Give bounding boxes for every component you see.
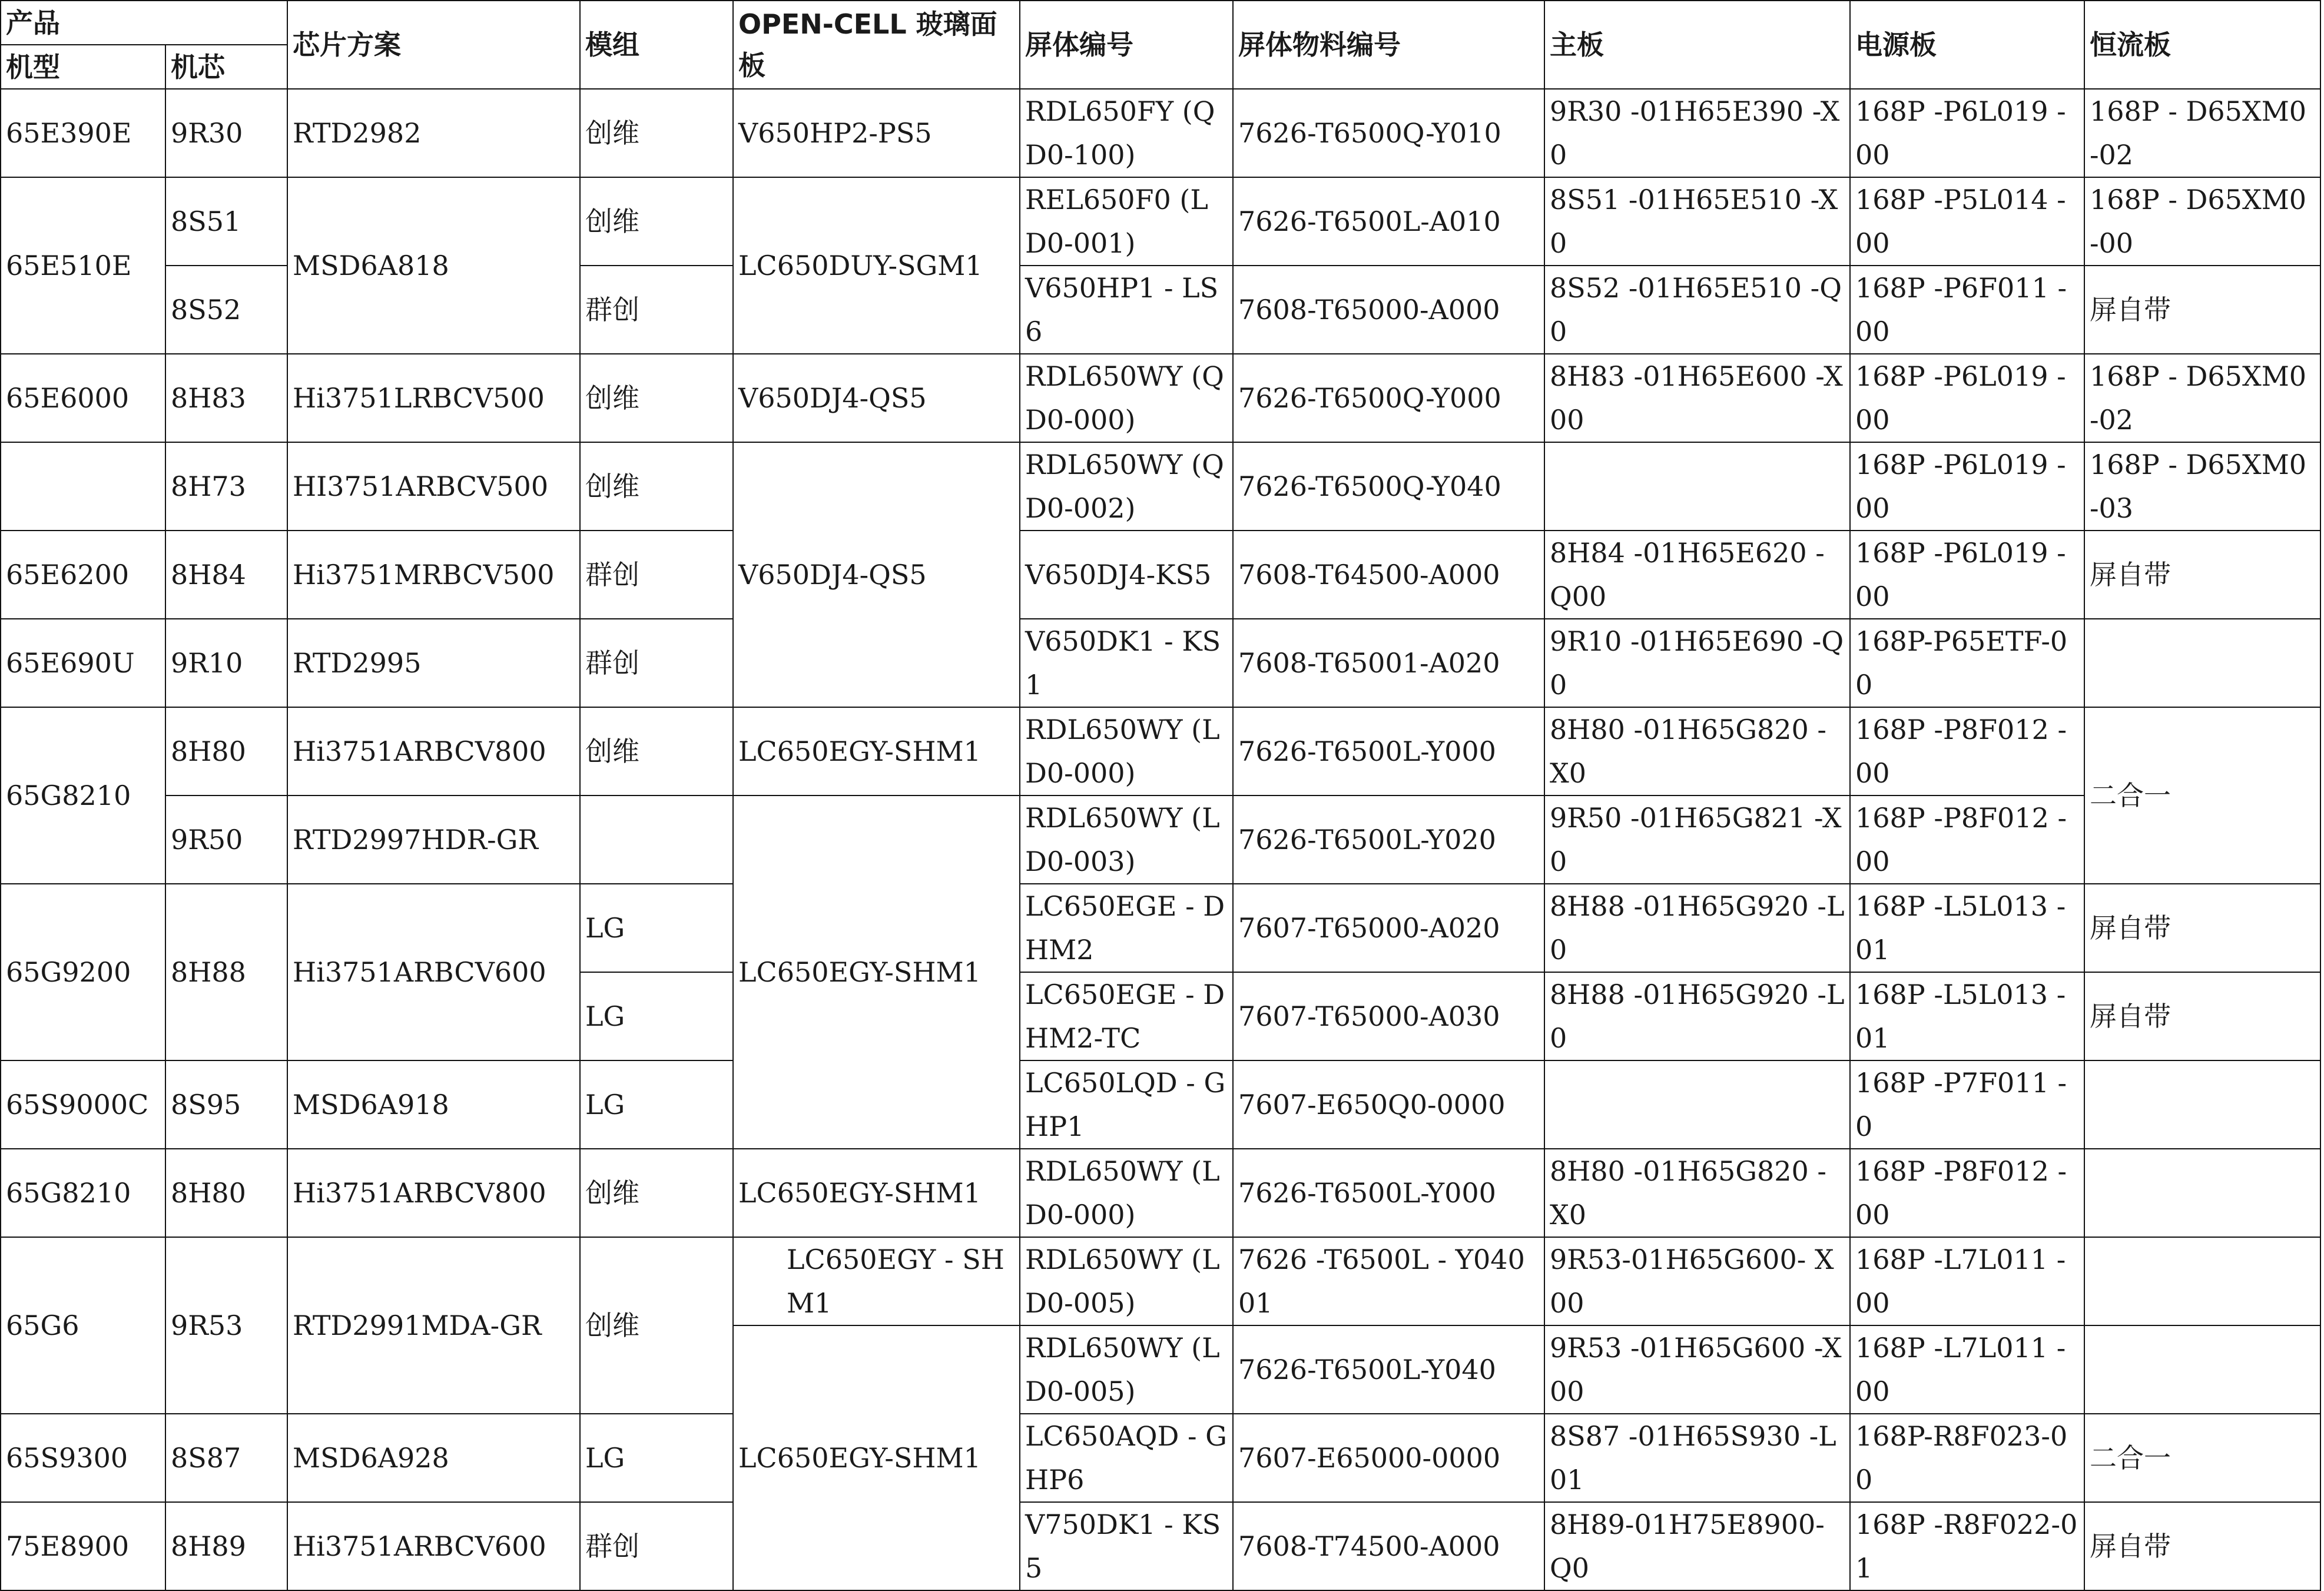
cell-panel-material-no: 7626-T6500L-Y040 [1233,1325,1544,1414]
cell-model: 75E8900 [1,1502,165,1590]
cell-core: 8H80 [165,707,287,795]
cell-power-board: 168P -L5L013 -01 [1850,884,2084,972]
cell-module: 创维 [580,707,733,795]
cell-cc-board: 屏自带 [2084,972,2320,1060]
table-row [1,795,2320,884]
cell-panel-material-no: 7608-T65001-A020 [1233,619,1544,707]
cell-cc-board: 168P - D65XM0-00 [2084,177,2320,266]
cell-open-cell: V650HP2-PS5 [733,89,1020,177]
cell-mainboard: 9R50 -01H65G821 -X0 [1544,795,1850,884]
cell-panel-material-no: 7626 -T6500L - Y04001 [1233,1237,1544,1325]
cell-chip: MSD6A928 [287,1414,580,1502]
cell-mainboard: 8S87 -01H65S930 -L01 [1544,1414,1850,1502]
cell-chip: RTD2982 [287,89,580,177]
cell-module: 群创 [580,1502,733,1590]
cell-mainboard: 8H89-01H75E8900-Q0 [1544,1502,1850,1590]
cell-power-board: 168P -L7L011 -00 [1850,1237,2084,1325]
cell-power-board: 168P -P6L019 -00 [1850,89,2084,177]
cell-open-cell: LC650EGY-SHM1 [733,707,1020,795]
table-row [1,442,2320,531]
cell-panel-material-no: 7607-T65000-A030 [1233,972,1544,1060]
cell-panel-material-no: 7607-T65000-A020 [1233,884,1544,972]
cell-open-cell: LC650EGY-SHM1 [733,795,1020,1149]
cell-core: 8H80 [165,1149,287,1237]
cell-mainboard: 8S51 -01H65E510 -X0 [1544,177,1850,266]
cell-open-cell: LC650EGY-SHM1 [733,1325,1020,1590]
cell-cc-board [2084,1237,2320,1325]
cell-mainboard: 9R53-01H65G600- X00 [1544,1237,1850,1325]
table-row [1,177,2320,266]
table-row [1,89,2320,177]
cell-mainboard [1544,442,1850,531]
cell-power-board: 168P -P8F012 -00 [1850,795,2084,884]
cell-core: 8S95 [165,1060,287,1149]
cell-module: 群创 [580,266,733,354]
cell-cc-board: 屏自带 [2084,1502,2320,1590]
cell-panel-material-no: 7626-T6500L-A010 [1233,177,1544,266]
cell-power-board: 168P -P7F011 -0 [1850,1060,2084,1149]
cell-core: 9R10 [165,619,287,707]
cell-panel-material-no: 7607-E650Q0-0000 [1233,1060,1544,1149]
cell-cc-board [2084,1149,2320,1237]
cell-panel-no: V650DJ4-KS5 [1020,531,1233,619]
cell-panel-no: RDL650WY (LD0-005) [1020,1237,1233,1325]
cell-panel-no: RDL650WY (QD0-002) [1020,442,1233,531]
header-mainboard: 主板 [1544,1,1850,89]
cell-panel-no: LC650AQD - GHP6 [1020,1414,1233,1502]
cell-core: 9R53 [165,1237,287,1414]
header-module: 模组 [580,1,733,89]
cell-core: 8S52 [165,266,287,354]
cell-power-board: 168P -P6L019 -00 [1850,442,2084,531]
cell-power-board: 168P-R8F023-00 [1850,1414,2084,1502]
table-row [1,354,2320,442]
table-row [1,1414,2320,1502]
cell-chip: Hi3751ARBCV800 [287,707,580,795]
cell-mainboard: 8H80 -01H65G820 -X0 [1544,1149,1850,1237]
table-row [1,707,2320,795]
cell-open-cell: LC650EGY-SHM1 [733,1149,1020,1237]
cell-open-cell: LC650DUY-SGM1 [733,177,1020,354]
cell-mainboard [1544,1060,1850,1149]
cell-cc-board [2084,619,2320,707]
cell-module: LG [580,1414,733,1502]
table-row [1,1237,2320,1325]
table-row [1,1502,2320,1590]
cell-model [1,442,165,531]
cell-open-cell: V650DJ4-QS5 [733,354,1020,442]
header-model: 机型 [1,45,165,89]
cell-power-board: 168P -P8F012 -00 [1850,707,2084,795]
header-constant-current-board: 恒流板 [2084,1,2320,89]
table-row [1,531,2320,619]
cell-mainboard: 9R10 -01H65E690 -Q0 [1544,619,1850,707]
cell-module [580,795,733,884]
cell-cc-board: 二合一 [2084,707,2320,884]
cell-core: 8H83 [165,354,287,442]
cell-core: 9R30 [165,89,287,177]
cell-chip: Hi3751ARBCV600 [287,1502,580,1590]
cell-panel-material-no: 7626-T6500Q-Y000 [1233,354,1544,442]
header-power-board: 电源板 [1850,1,2084,89]
cell-chip: Hi3751ARBCV600 [287,884,580,1060]
header-product: 产品 [1,1,287,45]
cell-panel-material-no: 7626-T6500Q-Y010 [1233,89,1544,177]
cell-power-board: 168P -P6F011 -00 [1850,266,2084,354]
cell-mainboard: 8H84 -01H65E620 -Q00 [1544,531,1850,619]
cell-power-board: 168P -L5L013 -01 [1850,972,2084,1060]
cell-cc-board: 屏自带 [2084,531,2320,619]
cell-mainboard: 8H88 -01H65G920 -L0 [1544,884,1850,972]
cell-panel-material-no: 7626-T6500Q-Y040 [1233,442,1544,531]
cell-mainboard: 9R30 -01H65E390 -X0 [1544,89,1850,177]
cell-panel-no: LC650EGE - DHM2-TC [1020,972,1233,1060]
cell-model: 65G8210 [1,707,165,884]
table-row [1,1149,2320,1237]
cell-mainboard: 8S52 -01H65E510 -Q0 [1544,266,1850,354]
header-panel-no: 屏体编号 [1020,1,1233,89]
cell-cc-board: 屏自带 [2084,884,2320,972]
cell-power-board: 168P-P65ETF-00 [1850,619,2084,707]
cell-panel-no: LC650LQD - GHP1 [1020,1060,1233,1149]
cell-module: 创维 [580,442,733,531]
cell-cc-board: 二合一 [2084,1414,2320,1502]
cell-panel-material-no: 7626-T6500L-Y000 [1233,707,1544,795]
cell-model: 65G9200 [1,884,165,1060]
cell-chip: MSD6A918 [287,1060,580,1149]
cell-core: 8H84 [165,531,287,619]
cell-panel-no: REL650F0 (LD0-001) [1020,177,1233,266]
cell-panel-material-no: 7608-T65000-A000 [1233,266,1544,354]
cell-open-cell: V650DJ4-QS5 [733,442,1020,707]
cell-model: 65S9000C [1,1060,165,1149]
cell-panel-no: LC650EGE - DHM2 [1020,884,1233,972]
cell-module: 创维 [580,89,733,177]
cell-mainboard: 9R53 -01H65G600 -X00 [1544,1325,1850,1414]
cell-cc-board: 168P - D65XM0-03 [2084,442,2320,531]
cell-module: LG [580,1060,733,1149]
cell-chip: RTD2997HDR-GR [287,795,580,884]
cell-cc-board [2084,1060,2320,1149]
cell-panel-no: RDL650FY (QD0-100) [1020,89,1233,177]
cell-panel-material-no: 7608-T64500-A000 [1233,531,1544,619]
cell-module: 群创 [580,531,733,619]
cell-power-board: 168P -P6L019 -00 [1850,531,2084,619]
cell-power-board: 168P -L7L011 -00 [1850,1325,2084,1414]
cell-cc-board: 屏自带 [2084,266,2320,354]
header-open-cell: OPEN-CELL 玻璃面板 [733,1,1020,89]
cell-model: 65E690U [1,619,165,707]
cell-panel-no: RDL650WY (QD0-000) [1020,354,1233,442]
header-chip: 芯片方案 [287,1,580,89]
cell-core: 9R50 [165,795,287,884]
cell-model: 65E6200 [1,531,165,619]
cell-panel-no: V650DK1 - KS1 [1020,619,1233,707]
cell-module: 群创 [580,619,733,707]
header-core: 机芯 [165,45,287,89]
cell-chip: Hi3751LRBCV500 [287,354,580,442]
cell-panel-material-no: 7626-T6500L-Y000 [1233,1149,1544,1237]
cell-power-board: 168P -R8F022-01 [1850,1502,2084,1590]
cell-core: 8H88 [165,884,287,1060]
cell-mainboard: 8H80 -01H65G820 -X0 [1544,707,1850,795]
cell-panel-material-no: 7608-T74500-A000 [1233,1502,1544,1590]
cell-power-board: 168P -P8F012 -00 [1850,1149,2084,1237]
header-row-1 [1,1,2320,45]
cell-core: 8H89 [165,1502,287,1590]
cell-module: 创维 [580,354,733,442]
cell-panel-material-no: 7626-T6500L-Y020 [1233,795,1544,884]
cell-model: 65E390E [1,89,165,177]
cell-module: LG [580,884,733,972]
cell-module: 创维 [580,177,733,266]
cell-module: 创维 [580,1149,733,1237]
cell-panel-no: V750DK1 - KS5 [1020,1502,1233,1590]
cell-module: 创维 [580,1237,733,1414]
table-row [1,619,2320,707]
table-row [1,884,2320,972]
cell-power-board: 168P -P5L014 -00 [1850,177,2084,266]
cell-model: 65S9300 [1,1414,165,1502]
cell-module: LG [580,972,733,1060]
cell-panel-material-no: 7607-E65000-0000 [1233,1414,1544,1502]
cell-core: 8H73 [165,442,287,531]
cell-chip: RTD2995 [287,619,580,707]
cell-model: 65E510E [1,177,165,354]
cell-cc-board [2084,1325,2320,1414]
cell-cc-board: 168P - D65XM0-02 [2084,89,2320,177]
cell-chip: RTD2991MDA-GR [287,1237,580,1414]
cell-power-board: 168P -P6L019 -00 [1850,354,2084,442]
cell-chip: Hi3751ARBCV800 [287,1149,580,1237]
cell-chip: Hi3751MRBCV500 [287,531,580,619]
cell-panel-no: RDL650WY (LD0-000) [1020,707,1233,795]
cell-open-cell: LC650EGY - SHM1 [733,1237,1020,1325]
cell-model: 65E6000 [1,354,165,442]
cell-panel-no: V650HP1 - LS6 [1020,266,1233,354]
cell-chip: MSD6A818 [287,177,580,354]
cell-core: 8S51 [165,177,287,266]
header-panel-material-no: 屏体物料编号 [1233,1,1544,89]
table-row [1,1060,2320,1149]
cell-chip: HI3751ARBCV500 [287,442,580,531]
cell-mainboard: 8H83 -01H65E600 -X00 [1544,354,1850,442]
cell-core: 8S87 [165,1414,287,1502]
cell-mainboard: 8H88 -01H65G920 -L0 [1544,972,1850,1060]
cell-model: 65G8210 [1,1149,165,1237]
cell-cc-board: 168P - D65XM0-02 [2084,354,2320,442]
cell-panel-no: RDL650WY (LD0-005) [1020,1325,1233,1414]
cell-panel-no: RDL650WY (LD0-000) [1020,1149,1233,1237]
cell-model: 65G6 [1,1237,165,1414]
cell-panel-no: RDL650WY (LD0-003) [1020,795,1233,884]
